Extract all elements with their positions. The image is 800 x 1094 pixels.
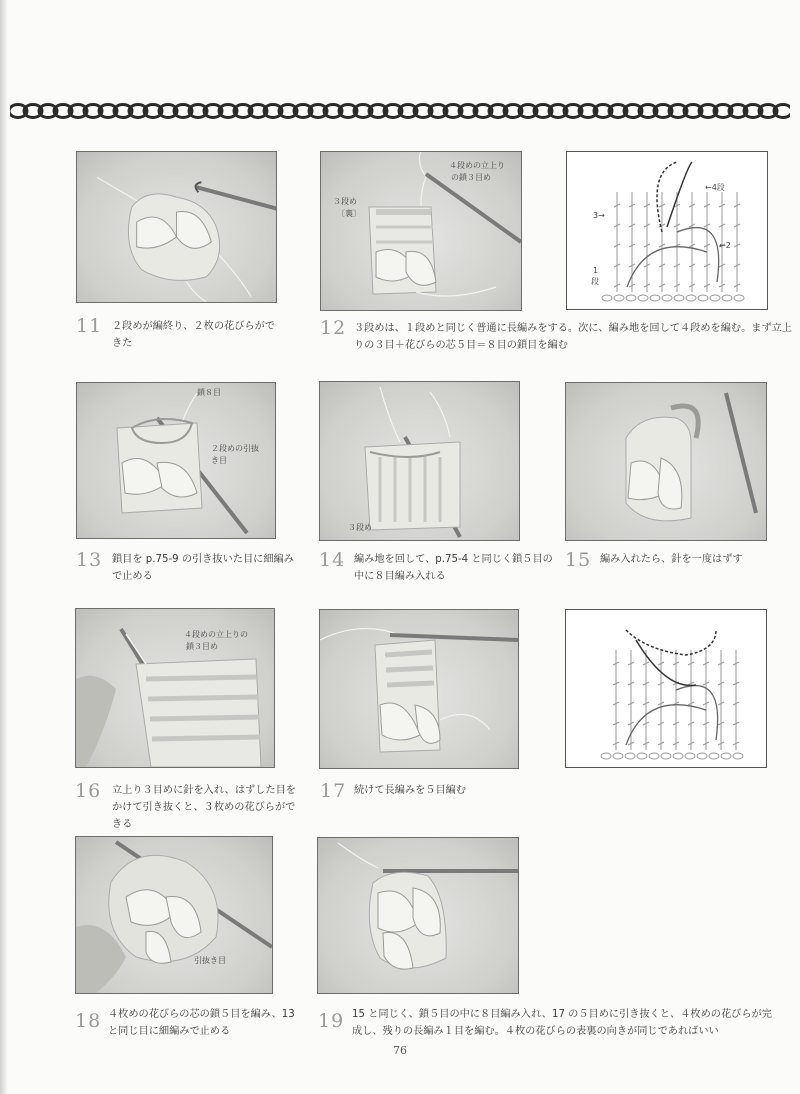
photo-step-17	[319, 609, 519, 769]
chart-chain-stitch	[602, 295, 612, 301]
step-caption: ３段めは、１段めと同じく普通に長編みをする。次に、編み地を回して４段めを編む。まず立上りの３目＋花びらの芯５目＝８目の鎖目を編む	[354, 323, 793, 351]
chart-chain-stitch	[709, 753, 719, 759]
chart-label-row-3: 3→	[593, 211, 605, 220]
chain-border-decoration	[10, 98, 790, 124]
step-caption: 続けて長編みを５目編む	[354, 785, 467, 796]
chart-chain-stitch	[649, 753, 659, 759]
chart-label-row-1: 1	[593, 266, 599, 275]
step-number: 11	[76, 315, 103, 337]
photo-label: 引抜き目	[194, 956, 226, 965]
chart-highlight-arc	[626, 630, 716, 655]
photo-step-15	[565, 382, 767, 541]
step-caption: 編み地を回して、p.75-4 と同じく鎖５目の中に８目編み入れる	[354, 554, 553, 582]
photo-label: ２段めの引抜	[211, 444, 259, 453]
photo-step-12	[320, 151, 522, 311]
photo-label: 鎖８目	[197, 388, 221, 397]
chart-label-row-4: ←4段	[705, 183, 725, 192]
photo-label: ４段めの立上り	[449, 161, 505, 170]
step-number: 19	[318, 1010, 345, 1032]
step-number: 18	[75, 1010, 102, 1032]
chart-label-row-2: ←2	[719, 241, 731, 250]
step-caption: 15 と同じく、鎖５目の中に８目編み入れ、17 の５目めに引き抜くと、４枚めの花びらが完成し、残りの長編み１目を編む。４枚の花びらの表裏の向きが同じであればいい	[352, 1009, 772, 1037]
photo-step-11	[76, 151, 277, 303]
photo-label: の鎖３目め	[451, 173, 491, 182]
photo-step-19	[317, 837, 519, 994]
photo-label: ３段め	[333, 197, 357, 206]
step-caption: ２段めが編終り、２枚の花びらができた	[112, 321, 275, 349]
chart-petal-arc	[627, 247, 707, 287]
chart-chain-stitch	[673, 753, 683, 759]
photo-label: 鎖３目め	[186, 642, 218, 651]
step-caption: ４枚めの花びらの芯の鎖５目を編み、13 と同じ目に細編みで止める	[108, 1009, 295, 1037]
photo-step-13	[76, 382, 276, 539]
chart-petal-arc	[676, 686, 718, 740]
chart-chain-stitch	[721, 753, 731, 759]
chart-chain-stitch	[697, 753, 707, 759]
photo-step-16	[75, 608, 275, 768]
chart-chain-stitch	[601, 753, 611, 759]
chart-petal-arc	[677, 228, 719, 282]
step-caption: 編み入れたら、針を一度はずす	[600, 554, 743, 565]
step-number: 15	[565, 549, 592, 571]
chart-chain-stitch	[638, 295, 648, 301]
chart-chain-stitch	[710, 295, 720, 301]
page-gutter-shadow	[0, 0, 8, 1094]
crochet-chart-diagram-top	[566, 151, 768, 310]
chart-chain-stitch	[661, 753, 671, 759]
chart-chain-stitch	[625, 753, 635, 759]
chart-label-dan: 段	[591, 277, 599, 286]
chart-highlight-arc	[636, 640, 696, 685]
chart-highlight-arc	[657, 162, 677, 232]
chart-chain-stitch	[637, 753, 647, 759]
photo-step-14	[319, 381, 520, 541]
photo-label: ４段めの立上りの	[184, 630, 248, 639]
chart-chain-stitch	[722, 295, 732, 301]
step-number: 17	[320, 780, 347, 802]
chart-chain-stitch	[734, 295, 744, 301]
chart-chain-stitch	[685, 753, 695, 759]
photo-label: ３段め	[348, 523, 372, 532]
chart-chain-stitch	[650, 295, 660, 301]
step-number: 13	[76, 549, 103, 571]
step-number: 14	[319, 549, 346, 571]
chart-highlight-arc	[667, 162, 692, 227]
chart-chain-stitch	[674, 295, 684, 301]
chart-chain-stitch	[698, 295, 708, 301]
crochet-chart-diagram-bottom	[565, 609, 767, 768]
chart-chain-stitch	[733, 753, 743, 759]
step-number: 16	[75, 780, 102, 802]
step-number: 12	[320, 317, 347, 339]
chart-chain-stitch	[686, 295, 696, 301]
photo-step-18	[75, 836, 273, 994]
photo-label: き目	[211, 456, 227, 465]
chart-petal-arc	[626, 705, 706, 745]
chart-chain-stitch	[613, 753, 623, 759]
photo-label: 〔裏〕	[337, 209, 361, 218]
page-number: 76	[393, 1044, 407, 1057]
chart-chain-stitch	[662, 295, 672, 301]
step-caption: 鎖目を p.75-9 の引き抜いた目に細編みで止める	[112, 554, 294, 582]
chart-chain-stitch	[626, 295, 636, 301]
chart-chain-stitch	[614, 295, 624, 301]
step-caption: 立上り３目めに針を入れ、はずした目をかけて引き抜くと、３枚めの花びらができる	[112, 785, 296, 830]
